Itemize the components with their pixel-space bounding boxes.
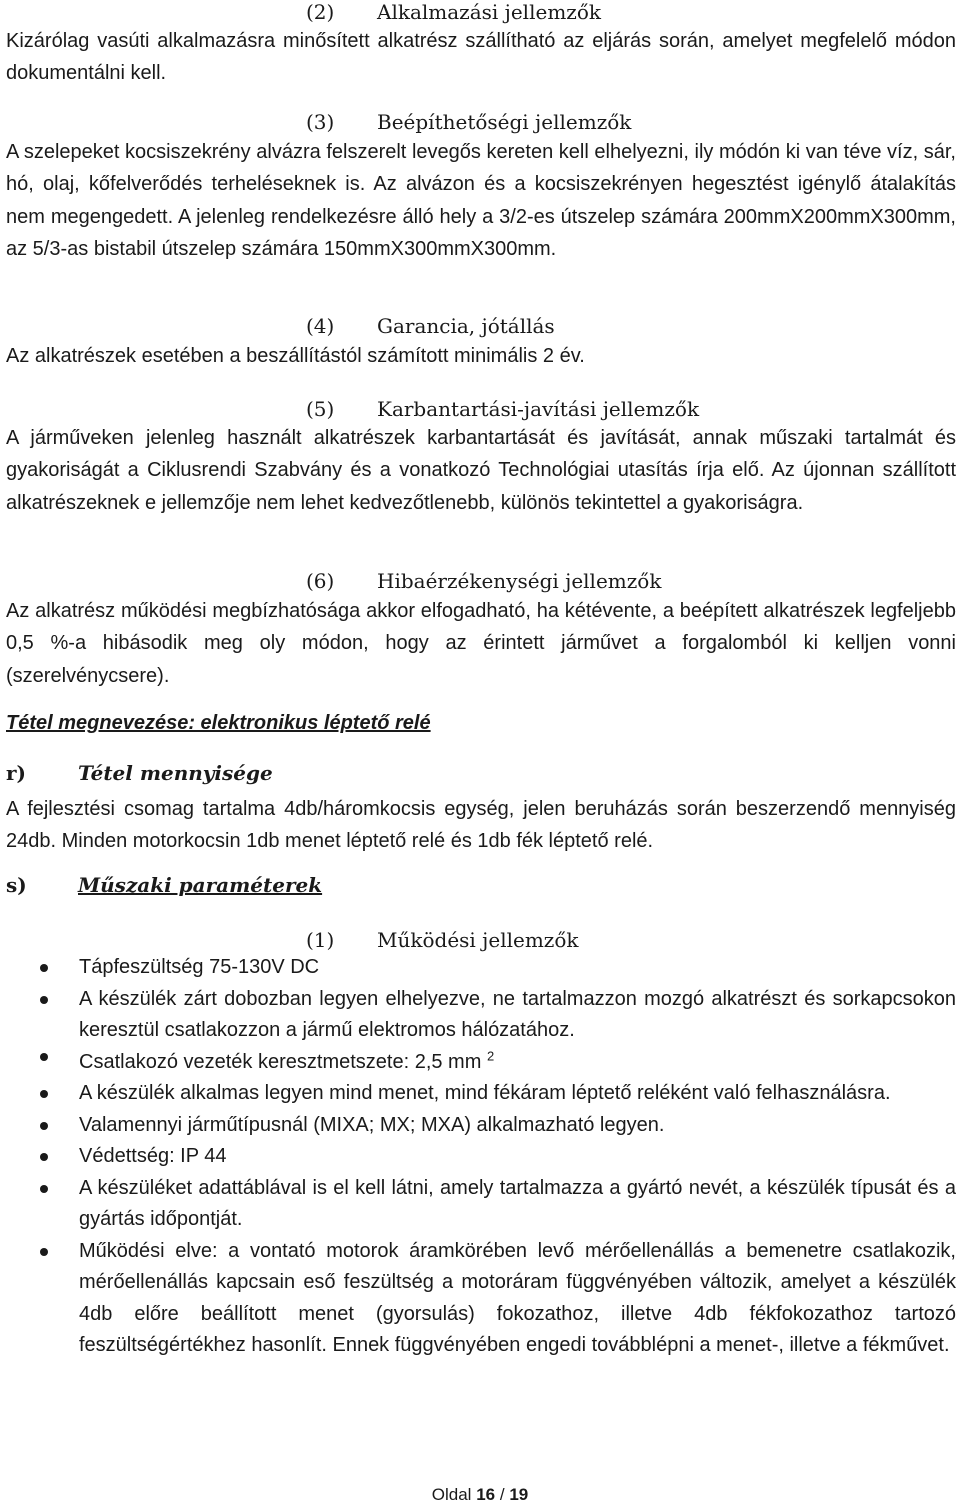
section-r-text: A fejlesztési csomag tartalma 4db/háromkocsis egység, jelen beruházás során beszerzendő mennyiség 24db. Minden motorkocsin 1db menet léptető relé és 1db fék léptető relé. bbox=[6, 798, 956, 853]
list-item: A készülék alkalmas legyen mind menet, mind fékáram léptető reléként való felhasználásra. bbox=[0, 1078, 956, 1110]
heading-2: (2) Alkalmazási jellemzők bbox=[306, 0, 601, 24]
page-separator: / bbox=[499, 1485, 505, 1504]
bullet-icon bbox=[40, 1248, 48, 1256]
page-footer bbox=[0, 1484, 960, 1506]
heading-6: (6) Hibaérzékenységi jellemzők bbox=[306, 569, 662, 593]
bullet-icon bbox=[40, 964, 48, 972]
page-total: 19 bbox=[509, 1485, 529, 1504]
bullet-icon bbox=[40, 1053, 48, 1061]
list-item: Valamennyi járműtípusnál (MIXA; MX; MXA) alkalmazható legyen. bbox=[0, 1110, 956, 1142]
paragraph-4: Az alkatrészek esetében a beszállítástól számított minimális 2 év. bbox=[6, 345, 585, 367]
page-current: 16 bbox=[476, 1485, 496, 1504]
paragraph-6: Az alkatrész működési megbízhatósága akkor elfogadható, ha kétévente, a beépített alkatrészek legfeljebb 0,5 %-a hibásodik meg oly módon, hogy az érintett járművet a forgalomból ki kelljen vonni (szerelvénycsere). bbox=[6, 600, 956, 687]
list-item: Tápfeszültség 75-130V DC bbox=[0, 952, 956, 984]
list-item: A készüléket adattáblával is el kell látni, amely tartalmazza a gyártó nevét, a készülék típusát és a gyártás időpontját. bbox=[0, 1173, 956, 1236]
heading-4: (4) Garancia, jótállás bbox=[306, 314, 555, 338]
paragraph-3: A szelepeket kocsiszekrény alvázra felszerelt levegős kereten kell elhelyezni, ily módón ki van téve víz, sár, hó, olaj, kőfelverődés terheléseknek is. Az alvázon és a kocsiszekrényen hegesztést igénylő átalakítás nem megengedett. A jelenleg rendelkezésre álló hely a 3/2-es útszelep számára 200mmX200mmX300mm, az 5/3-as bistabil útszelep számára 150mmX300mmX300mm. bbox=[6, 141, 956, 260]
paragraph-2: Kizárólag vasúti alkalmazásra minősített alkatrész szállítható az eljárás során, amelyet megfelelő módon dokumentálni kell. bbox=[6, 30, 956, 85]
heading-3: (3) Beépíthetőségi jellemzők bbox=[306, 110, 632, 134]
section-r-heading: r) Tétel mennyisége bbox=[6, 761, 273, 785]
bullet-icon bbox=[40, 996, 48, 1004]
superscript: 2 bbox=[486, 1047, 495, 1063]
list-item: Védettség: IP 44 bbox=[0, 1141, 956, 1173]
bullet-icon bbox=[40, 1122, 48, 1130]
list-item: A készülék zárt dobozban legyen elhelyezve, ne tartalmazzon mozgó alkatrészt és sorkapcsokon keresztül csatlakozzon a jármű elektromos hálózatához. bbox=[0, 984, 956, 1047]
parameter-list bbox=[0, 952, 956, 1362]
bullet-icon bbox=[40, 1153, 48, 1161]
bullet-icon bbox=[40, 1185, 48, 1193]
section-s-heading: s) Műszaki paraméterek bbox=[6, 873, 323, 897]
page-label: Oldal bbox=[431, 1485, 472, 1504]
heading-s-1: (1) Működési jellemzők bbox=[306, 928, 579, 952]
item-title: Tétel megnevezése: elektronikus léptető relé bbox=[6, 712, 431, 734]
paragraph-5: A járműveken jelenleg használt alkatrészek karbantartását és javítását, annak műszaki tartalmát és gyakoriságát a Ciklusrendi Szabvány és a vonatkozó Technológiai utasítás írja elő. Az újonnan szállított alkatrészeknek e jellemzője nem lehet kedvezőtlenebb, különös tekintettel a gyakoriságra. bbox=[6, 427, 956, 514]
list-item: Működési elve: a vontató motorok áramkörében levő mérőellenállás a bemenetre csatlakozik, mérőellenállás kapcsain eső feszültség a motoráram függvényében változik, amelyet a készülék 4db előre beállított menet (gyorsulás) fokozathoz, illetve 4db fékfokozathoz tartozó feszültségértékhez hasonlít. Ennek függvényében engedi továbblépni a menet-, illetve a fékművet. bbox=[0, 1236, 956, 1362]
list-item: Csatlakozó vezeték keresztmetszete: 2,5 mm $^2$ bbox=[0, 1047, 956, 1079]
heading-5: (5) Karbantartási-javítási jellemzők bbox=[306, 397, 700, 421]
bullet-icon bbox=[40, 1090, 48, 1098]
